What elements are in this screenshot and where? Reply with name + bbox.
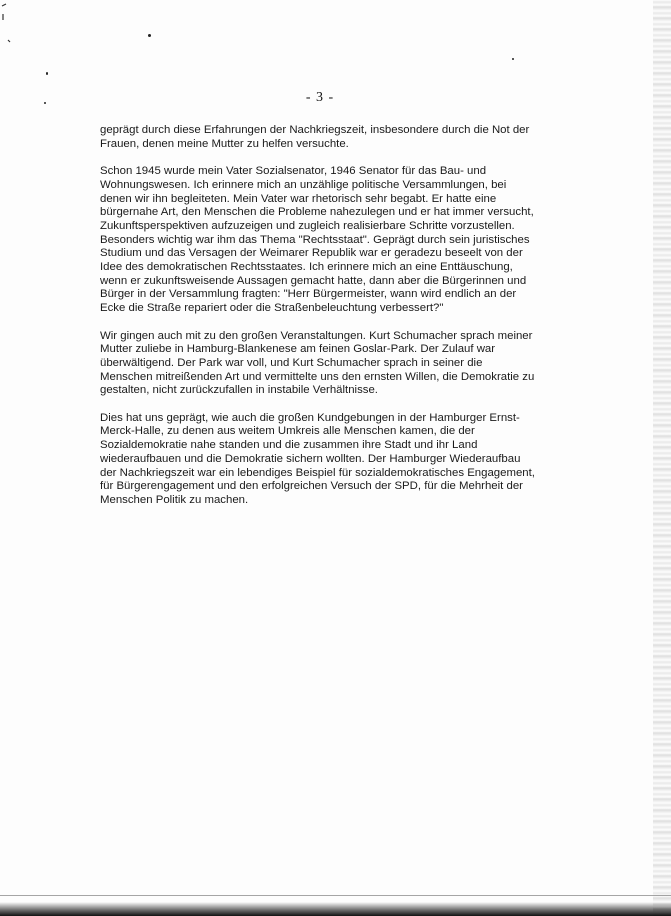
paragraph: Dies hat uns geprägt, wie auch die großen Kundgebungen in der Hamburger Ernst- Merck-Halle, zu denen aus weitem Umkreis alle Menschen kamen, die der Sozialdemokratie nahe standen und die zusammen ihre Stadt und ihr Land wiederaufbauen und die Demokratie sichern wollten. Der Hamburger Wiederaufbau der Nachkriegszeit war ein lebendiges Beispiel für sozialdemokratisches Engagement, für Bürgerengagement und den erfolgreichen Versuch der SPD, für die Mehrheit der Menschen Politik zu machen. — [100, 411, 535, 506]
scan-corner-mark — [0, 0, 20, 60]
document-body — [100, 124, 558, 521]
paragraph: Schon 1945 wurde mein Vater Sozialsenator, 1946 Senator für das Bau- und Wohnungswesen. Ich erinnere mich an unzählige politische Versammlungen, bei denen wir ihn begleiteten. Mein Vater war rhetorisch sehr begabt. Er hatte eine bürgernahe Art, den Menschen die Probleme nahezulegen und er hat immer versucht, Zukunftsperspektiven aufzuzeigen und zugleich realisierbare Schritte vorzustellen. Besonders wichtig war ihm das Thema "Rechtsstaat". Geprägt durch sein juristisches Studium und das Versagen der Weimarer Republik war er geradezu beseelt von der Idee des demokratischen Rechtsstaates. Ich erinnere mich an eine Enttäuschung, wenn er zukunftsweisende Aussagen gemacht hatte, dann aber die Bürgerinnen und Bürger in der Versammlung fragten: "Herr Bürgermeister, wann wird endlich an der Ecke die Straße repariert oder die Straßenbeleuchtung verbessert?" — [100, 165, 534, 315]
paragraph: Wir gingen auch mit zu den großen Veranstaltungen. Kurt Schumacher sprach meiner Mutter zuliebe in Hamburg-Blankenese am feinen Goslar-Park. Der Zulauf war überwältigend. Der Park war voll, und Kurt Schumacher sprach in seiner die Menschen mitreißenden Art und vermittelte uns den ernsten Willen, die Demokratie zu gestalten, nicht zurückzufallen in instabile Verhältnisse. — [100, 329, 535, 397]
scan-speck — [512, 58, 514, 60]
scan-bottom-edge — [0, 902, 671, 916]
scan-bottom-fold-line — [0, 895, 671, 896]
page-number: - 3 - — [305, 90, 335, 105]
scan-speck — [46, 72, 48, 75]
scan-speck — [148, 34, 151, 37]
paragraph: geprägt durch diese Erfahrungen der Nachkriegszeit, insbesondere durch die Not der Frauen, denen meine Mutter zu helfen versuchte. — [100, 124, 530, 150]
scan-right-edge-noise — [653, 0, 671, 916]
